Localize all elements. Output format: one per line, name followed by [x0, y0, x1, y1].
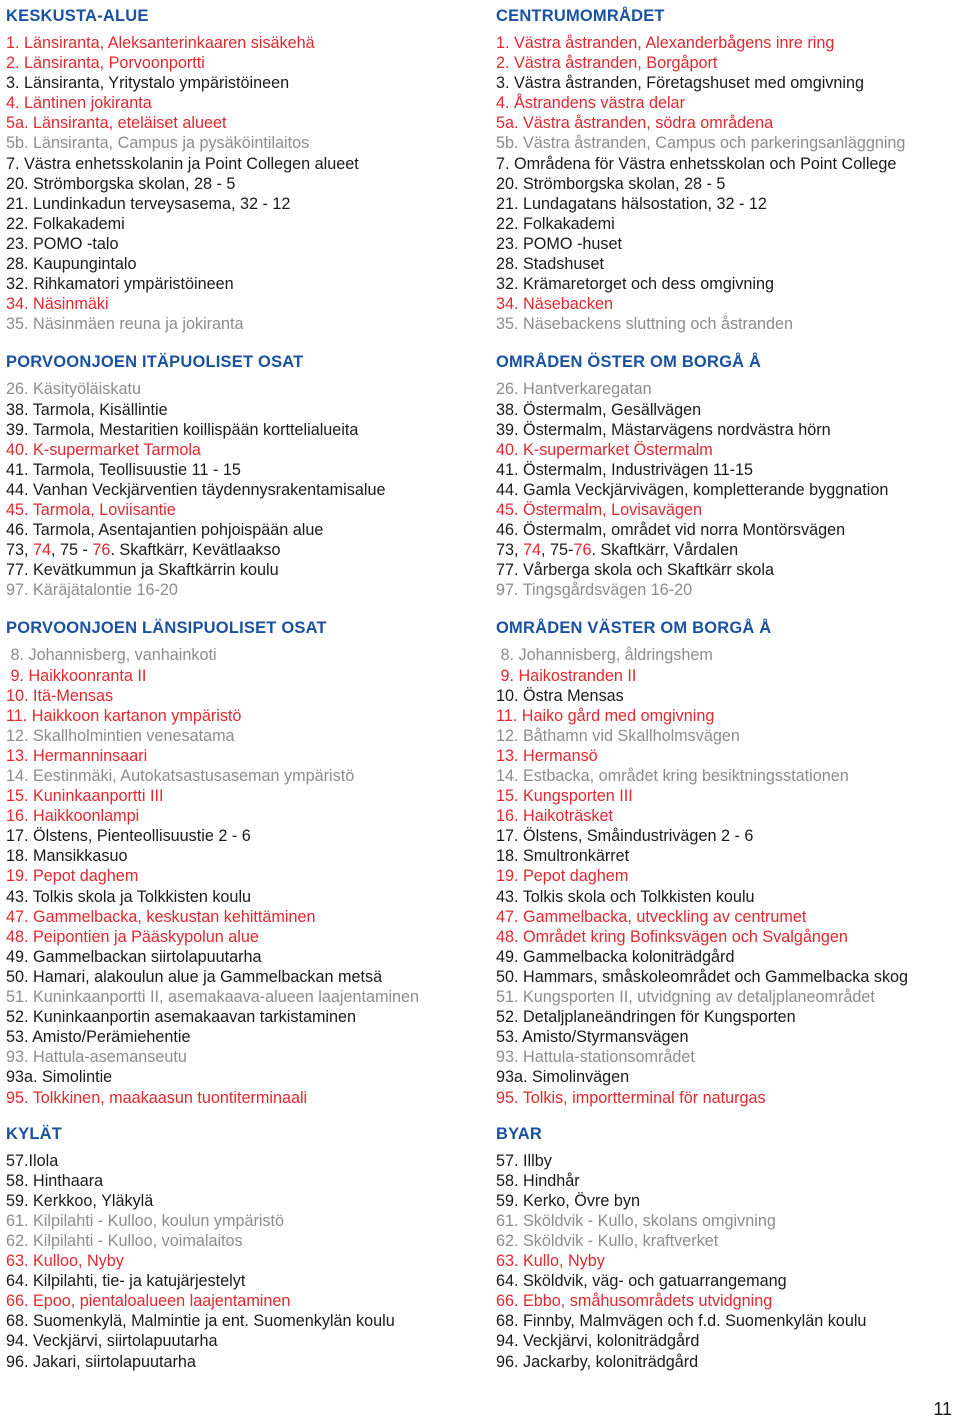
item-text: 94. Veckjärvi, koloniträdgård: [496, 1332, 700, 1351]
item-text: 1. Länsiranta, Aleksanterinkaaren sisäkehä: [6, 34, 315, 52]
item-text: 58. Hinthaara: [6, 1171, 104, 1190]
item-text: 21. Lundagatans hälsostation, 32 - 12: [496, 194, 767, 213]
item-text: 97. Tingsgårdsvägen 16-20: [496, 581, 693, 600]
item-text: . Skaftkärr, Vårdalen: [591, 541, 739, 560]
list-item: [496, 1211, 958, 1231]
item-text: 28. Kaupungintalo: [6, 255, 137, 274]
item-text: 22. Folkakademi: [496, 214, 615, 233]
list-item: [496, 274, 958, 294]
right-column: [496, 6, 958, 1392]
item-text: 23. POMO -huset: [496, 234, 622, 253]
item-text: 46. Östermalm, området vid norra Montörsvägen: [496, 521, 846, 540]
item-text: 9. Haikostranden II: [496, 666, 637, 685]
list-item: [6, 314, 476, 334]
list-item: [6, 133, 476, 153]
list-item: [496, 1088, 958, 1108]
item-text: 47. Gammelbacka, keskustan kehittäminen: [6, 907, 316, 926]
list-item: [6, 786, 476, 806]
item-text: 11. Haikkoon kartanon ympäristö: [6, 706, 242, 725]
item-text: 77. Kevätkummun ja Skaftkärrin koulu: [6, 561, 279, 580]
item-text: 34. Näsebacken: [496, 295, 613, 314]
item-text: 59. Kerko, Övre byn: [496, 1191, 640, 1210]
list-item: [496, 746, 958, 766]
list-item: [6, 766, 476, 786]
item-text: 58. Hindhår: [496, 1171, 580, 1190]
list-item: [496, 400, 958, 420]
item-text: . Skaftkärr, Kevätlaakso: [110, 541, 281, 560]
item-text: 7. Områdena för Västra enhetsskolan och Point College: [496, 154, 897, 173]
list-item: [6, 887, 476, 907]
list-item: [496, 1191, 958, 1211]
list-item: [496, 133, 958, 153]
item-text: 12. Skallholmintien venesatama: [6, 726, 235, 745]
list-item: [6, 480, 476, 500]
item-text: 21. Lundinkadun terveysasema, 32 - 12: [6, 194, 291, 213]
list-item: [496, 93, 958, 113]
item-text: 43. Tolkis skola ja Tolkkisten koulu: [6, 887, 252, 906]
list-item: [496, 1067, 958, 1087]
list-item: [6, 214, 476, 234]
item-list: [6, 379, 476, 600]
list-item: [496, 967, 958, 987]
list-item: [496, 1352, 958, 1372]
item-text: 35. Näsinmäen reuna ja jokiranta: [6, 315, 244, 334]
item-text: 5a. Länsiranta, eteläiset alueet: [6, 114, 227, 133]
section-heading: PORVOONJOEN LÄNSIPUOLISET OSAT: [6, 619, 327, 638]
item-text: 44. Gamla Veckjärvivägen, kompletterande byggnation: [496, 480, 889, 499]
item-text: 62. Kilpilahti - Kulloo, voimalaitos: [6, 1231, 243, 1250]
list-item: [6, 1047, 476, 1067]
item-text: 14. Eestinmäki, Autokatsastusaseman ympäristö: [6, 767, 355, 785]
item-text: 39. Tarmola, Mestaritien koillispään korttelialueita: [6, 420, 359, 439]
list-item: [6, 73, 476, 93]
list-item: [496, 806, 958, 826]
list-item: [496, 580, 958, 600]
item-text: 35. Näsebackens sluttning och åstranden: [496, 315, 793, 334]
list-item: [6, 194, 476, 214]
item-text: 15. Kungsporten III: [496, 787, 633, 806]
list-item: [6, 1191, 476, 1211]
item-text: 23. POMO -talo: [6, 234, 119, 253]
list-item: [6, 520, 476, 540]
list-item: [496, 540, 958, 560]
item-text: 41. Östermalm, Industrivägen 11-15: [496, 460, 754, 479]
section-heading: OMRÅDEN ÖSTER OM BORGÅ Å: [496, 353, 762, 372]
item-text: 76: [92, 541, 111, 560]
item-text: 53. Amisto/Perämiehentie: [6, 1028, 191, 1047]
item-text: 8. Johannisberg, vanhainkoti: [6, 646, 217, 665]
list-item: [496, 846, 958, 866]
section-itapuoliset: [6, 352, 476, 600]
list-item: [6, 947, 476, 967]
item-text: 47. Gammelbacka, utveckling av centrumet: [496, 907, 807, 926]
list-item: [6, 1211, 476, 1231]
list-item: [496, 1151, 958, 1171]
item-text: 4. Åstrandens västra delar: [496, 94, 685, 113]
item-list: [496, 645, 958, 1107]
item-text: 57. Illby: [496, 1151, 552, 1170]
item-text: 13. Hermanninsaari: [6, 746, 148, 765]
item-list: [496, 379, 958, 600]
section-centrumomradet: [496, 6, 958, 334]
list-item: [496, 154, 958, 174]
list-item: [496, 1331, 958, 1351]
item-text: 18. Smultronkärret: [496, 847, 630, 866]
item-text: 19. Pepot daghem: [496, 867, 629, 886]
list-item: [6, 1027, 476, 1047]
item-text: 66. Ebbo, småhusområdets utvidgning: [496, 1292, 773, 1311]
section-kylat: [6, 1124, 476, 1372]
section-heading: PORVOONJOEN ITÄPUOLISET OSAT: [6, 353, 304, 372]
item-text: 52. Kuninkaanportin asemakaavan tarkistaminen: [6, 1008, 357, 1027]
list-item: [6, 706, 476, 726]
list-item: [496, 1007, 958, 1027]
list-item: [496, 113, 958, 133]
list-item: [496, 1291, 958, 1311]
item-text: 74: [523, 541, 542, 560]
item-text: 95. Tolkkinen, maakaasun tuontiterminaali: [6, 1088, 308, 1107]
list-item: [496, 666, 958, 686]
item-text: 66. Epoo, pientaloalueen laajentaminen: [6, 1292, 291, 1311]
item-text: 38. Tarmola, Kisällintie: [6, 400, 168, 419]
list-item: [6, 420, 476, 440]
list-item: [496, 379, 958, 399]
section-keskusta: [6, 6, 476, 334]
item-text: 57.Ilola: [6, 1151, 59, 1170]
list-item: [496, 947, 958, 967]
list-item: [6, 174, 476, 194]
list-item: [6, 1151, 476, 1171]
item-text: 52. Detaljplaneändringen för Kungsporten: [496, 1008, 796, 1027]
section-lansipuoliset: [6, 618, 476, 1107]
item-text: 11. Haiko gård med omgivning: [496, 706, 715, 725]
list-item: [6, 645, 476, 665]
list-item: [6, 1088, 476, 1108]
item-text: 51. Kungsporten II, utvidgning av detaljplaneområdet: [496, 988, 875, 1007]
item-text: 45. Östermalm, Lovisavägen: [496, 500, 703, 519]
list-item: [496, 1271, 958, 1291]
item-text: 48. Peipontien ja Pääskypolun alue: [6, 927, 259, 946]
list-item: [496, 1311, 958, 1331]
list-item: [496, 440, 958, 460]
list-item: [496, 826, 958, 846]
item-text: 77. Vårberga skola och Skaftkärr skola: [496, 561, 775, 580]
item-text: 46. Tarmola, Asentajantien pohjoispään alue: [6, 521, 324, 540]
list-item: [6, 806, 476, 826]
item-list: [6, 645, 476, 1107]
item-text: 40. K-supermarket Östermalm: [496, 440, 713, 459]
section-oster: [496, 352, 958, 600]
item-text: 96. Jackarby, koloniträdgård: [496, 1352, 699, 1371]
list-item: [496, 1171, 958, 1191]
item-text: 12. Båthamn vid Skallholmsvägen: [496, 726, 740, 745]
list-item: [6, 113, 476, 133]
item-list: [6, 1151, 476, 1372]
item-text: 45. Tarmola, Loviisantie: [6, 500, 176, 519]
item-text: 44. Vanhan Veckjärventien täydennysrakentamisalue: [6, 480, 386, 499]
item-text: 64. Kilpilahti, tie- ja katujärjestelyt: [6, 1272, 246, 1291]
list-item: [6, 967, 476, 987]
list-item: [6, 154, 476, 174]
item-text: 2. Västra åstranden, Borgåport: [496, 54, 718, 73]
list-item: [6, 440, 476, 460]
list-item: [496, 560, 958, 580]
item-text: 97. Käräjätalontie 16-20: [6, 581, 178, 600]
item-text: 19. Pepot daghem: [6, 867, 139, 886]
item-text: 2. Länsiranta, Porvoonportti: [6, 54, 205, 73]
item-text: 68. Suomenkylä, Malmintie ja ent. Suomenkylän koulu: [6, 1312, 395, 1331]
list-item: [6, 540, 476, 560]
list-item: [6, 560, 476, 580]
item-text: 22. Folkakademi: [6, 214, 125, 233]
item-text: , 75 -: [51, 541, 93, 560]
item-text: 32. Rihkamatori ympäristöineen: [6, 275, 234, 294]
item-list: [6, 33, 476, 334]
item-text: 17. Ölstens, Pienteollisuustie 2 - 6: [6, 827, 251, 846]
list-item: [6, 726, 476, 746]
list-item: [6, 1251, 476, 1271]
section-heading: KYLÄT: [6, 1124, 62, 1143]
list-item: [6, 927, 476, 947]
item-text: 15. Kuninkaanportti III: [6, 787, 164, 806]
item-text: 7. Västra enhetsskolanin ja Point Collegen alueet: [6, 154, 359, 173]
list-item: [496, 1027, 958, 1047]
list-item: [496, 1047, 958, 1067]
item-text: 39. Östermalm, Mästarvägens nordvästra hörn: [496, 420, 831, 439]
section-heading: BYAR: [496, 1124, 543, 1143]
item-text: 5a. Västra åstranden, södra områdena: [496, 114, 774, 133]
item-text: 68. Finnby, Malmvägen och f.d. Suomenkylän koulu: [496, 1312, 867, 1331]
list-item: [6, 294, 476, 314]
list-item: [6, 866, 476, 886]
list-item: [6, 686, 476, 706]
list-item: [496, 927, 958, 947]
item-list: [496, 1151, 958, 1372]
list-item: [6, 1352, 476, 1372]
item-text: 49. Gammelbackan siirtolapuutarha: [6, 947, 262, 966]
item-text: 10. Östra Mensas: [496, 686, 624, 705]
item-text: 53. Amisto/Styrmansvägen: [496, 1028, 689, 1047]
item-text: 43. Tolkis skola och Tolkkisten koulu: [496, 887, 755, 906]
list-item: [6, 1231, 476, 1251]
item-text: 96. Jakari, siirtolapuutarha: [6, 1352, 196, 1371]
item-text: 61. Kilpilahti - Kulloo, koulun ympäristö: [6, 1211, 285, 1230]
section-vaster: [496, 618, 958, 1107]
item-text: 1. Västra åstranden, Alexanderbågens inre ring: [496, 34, 835, 52]
item-text: 51. Kuninkaanportti II, asemakaava-alueen laajentaminen: [6, 988, 420, 1007]
item-text: 5b. Västra åstranden, Campus och parkeringsanläggning: [496, 134, 906, 153]
item-text: 38. Östermalm, Gesällvägen: [496, 400, 702, 419]
left-column: [6, 6, 476, 1392]
item-text: 8. Johannisberg, åldringshem: [496, 646, 713, 665]
list-item: [496, 174, 958, 194]
list-item: [6, 666, 476, 686]
list-item: [6, 1271, 476, 1291]
item-text: 20. Strömborgska skolan, 28 - 5: [496, 174, 726, 193]
item-text: 73,: [496, 541, 524, 560]
list-item: [6, 1171, 476, 1191]
list-item: [496, 887, 958, 907]
item-text: 73,: [6, 541, 34, 560]
item-text: 17. Ölstens, Småindustrivägen 2 - 6: [496, 827, 754, 846]
item-text: , 75-: [541, 541, 574, 560]
list-item: [496, 1251, 958, 1271]
item-text: 16. Haikoträsket: [496, 807, 613, 826]
list-item: [6, 1067, 476, 1087]
list-item: [496, 866, 958, 886]
list-item: [496, 254, 958, 274]
page-number: 11: [933, 1399, 952, 1419]
item-text: 61. Sköldvik - Kullo, skolans omgivning: [496, 1211, 776, 1230]
item-text: 93a. Simolintie: [6, 1068, 113, 1087]
list-item: [496, 73, 958, 93]
item-text: 40. K-supermarket Tarmola: [6, 440, 201, 459]
item-text: 5b. Länsiranta, Campus ja pysäköintilaitos: [6, 134, 310, 153]
list-item: [6, 1291, 476, 1311]
item-text: 9. Haikkoonranta II: [6, 666, 147, 685]
item-text: 62. Sköldvik - Kullo, kraftverket: [496, 1231, 719, 1250]
list-item: [496, 234, 958, 254]
list-item: [496, 294, 958, 314]
item-text: 93. Hattula-stationsområdet: [496, 1048, 695, 1067]
item-text: 63. Kulloo, Nyby: [6, 1252, 124, 1271]
list-item: [496, 766, 958, 786]
list-item: [6, 1311, 476, 1331]
item-text: 28. Stadshuset: [496, 255, 604, 274]
list-item: [496, 500, 958, 520]
list-item: [6, 234, 476, 254]
item-text: 26. Käsityöläiskatu: [6, 380, 141, 399]
list-item: [496, 907, 958, 927]
list-item: [6, 907, 476, 927]
item-text: 34. Näsinmäki: [6, 295, 109, 314]
item-text: 20. Strömborgska skolan, 28 - 5: [6, 174, 236, 193]
list-item: [496, 53, 958, 73]
item-text: 64. Sköldvik, väg- och gatuarrangemang: [496, 1272, 787, 1291]
item-text: 93a. Simolinvägen: [496, 1068, 630, 1087]
list-item: [496, 420, 958, 440]
item-text: 13. Hermansö: [496, 746, 598, 765]
list-item: [6, 987, 476, 1007]
list-item: [6, 254, 476, 274]
list-item: [6, 1007, 476, 1027]
list-item: [6, 460, 476, 480]
section-heading: CENTRUMOMRÅDET: [496, 7, 665, 25]
list-item: [496, 460, 958, 480]
list-item: [496, 706, 958, 726]
item-text: 95. Tolkis, importterminal för naturgas: [496, 1088, 766, 1107]
list-item: [496, 33, 958, 53]
list-item: [496, 314, 958, 334]
list-item: [6, 846, 476, 866]
item-text: 63. Kullo, Nyby: [496, 1252, 605, 1271]
list-item: [6, 1331, 476, 1351]
list-item: [496, 194, 958, 214]
list-item: [6, 500, 476, 520]
list-item: [6, 53, 476, 73]
item-text: 93. Hattula-asemanseutu: [6, 1048, 187, 1067]
item-text: 50. Hamari, alakoulun alue ja Gammelbackan metsä: [6, 967, 383, 986]
item-text: 10. Itä-Mensas: [6, 686, 114, 705]
list-item: [6, 580, 476, 600]
item-text: 94. Veckjärvi, siirtolapuutarha: [6, 1332, 218, 1351]
list-item: [6, 826, 476, 846]
section-heading: OMRÅDEN VÄSTER OM BORGÅ Å: [496, 619, 772, 638]
item-text: 18. Mansikkasuo: [6, 847, 128, 866]
item-text: 41. Tarmola, Teollisuustie 11 - 15: [6, 460, 241, 479]
list-item: [6, 93, 476, 113]
section-byar: [496, 1124, 958, 1372]
item-text: 50. Hammars, småskoleområdet och Gammelbacka skog: [496, 967, 909, 986]
item-text: 16. Haikkoonlampi: [6, 807, 140, 826]
item-text: 3. Länsiranta, Yritystalo ympäristöineen: [6, 74, 290, 93]
list-item: [6, 746, 476, 766]
item-text: 14. Estbacka, området kring besiktningsstationen: [496, 767, 849, 785]
list-item: [6, 33, 476, 53]
item-list: [496, 33, 958, 334]
item-text: 59. Kerkkoo, Yläkylä: [6, 1191, 154, 1210]
list-item: [496, 480, 958, 500]
list-item: [496, 645, 958, 665]
item-text: 4. Läntinen jokiranta: [6, 94, 152, 113]
item-text: 76: [573, 541, 592, 560]
item-text: 26. Hantverkaregatan: [496, 380, 652, 399]
list-item: [496, 1231, 958, 1251]
item-text: 48. Området kring Bofinksvägen och Svalgången: [496, 927, 848, 946]
item-text: 74: [33, 541, 52, 560]
list-item: [6, 379, 476, 399]
list-item: [6, 274, 476, 294]
list-item: [496, 726, 958, 746]
list-item: [496, 786, 958, 806]
list-item: [496, 686, 958, 706]
list-item: [496, 987, 958, 1007]
list-item: [6, 400, 476, 420]
item-text: 32. Krämaretorget och dess omgivning: [496, 275, 775, 294]
list-item: [496, 214, 958, 234]
section-heading: KESKUSTA-ALUE: [6, 7, 149, 25]
item-text: 49. Gammelbacka koloniträdgård: [496, 947, 735, 966]
item-text: 3. Västra åstranden, Företagshuset med omgivning: [496, 74, 865, 93]
list-item: [496, 520, 958, 540]
